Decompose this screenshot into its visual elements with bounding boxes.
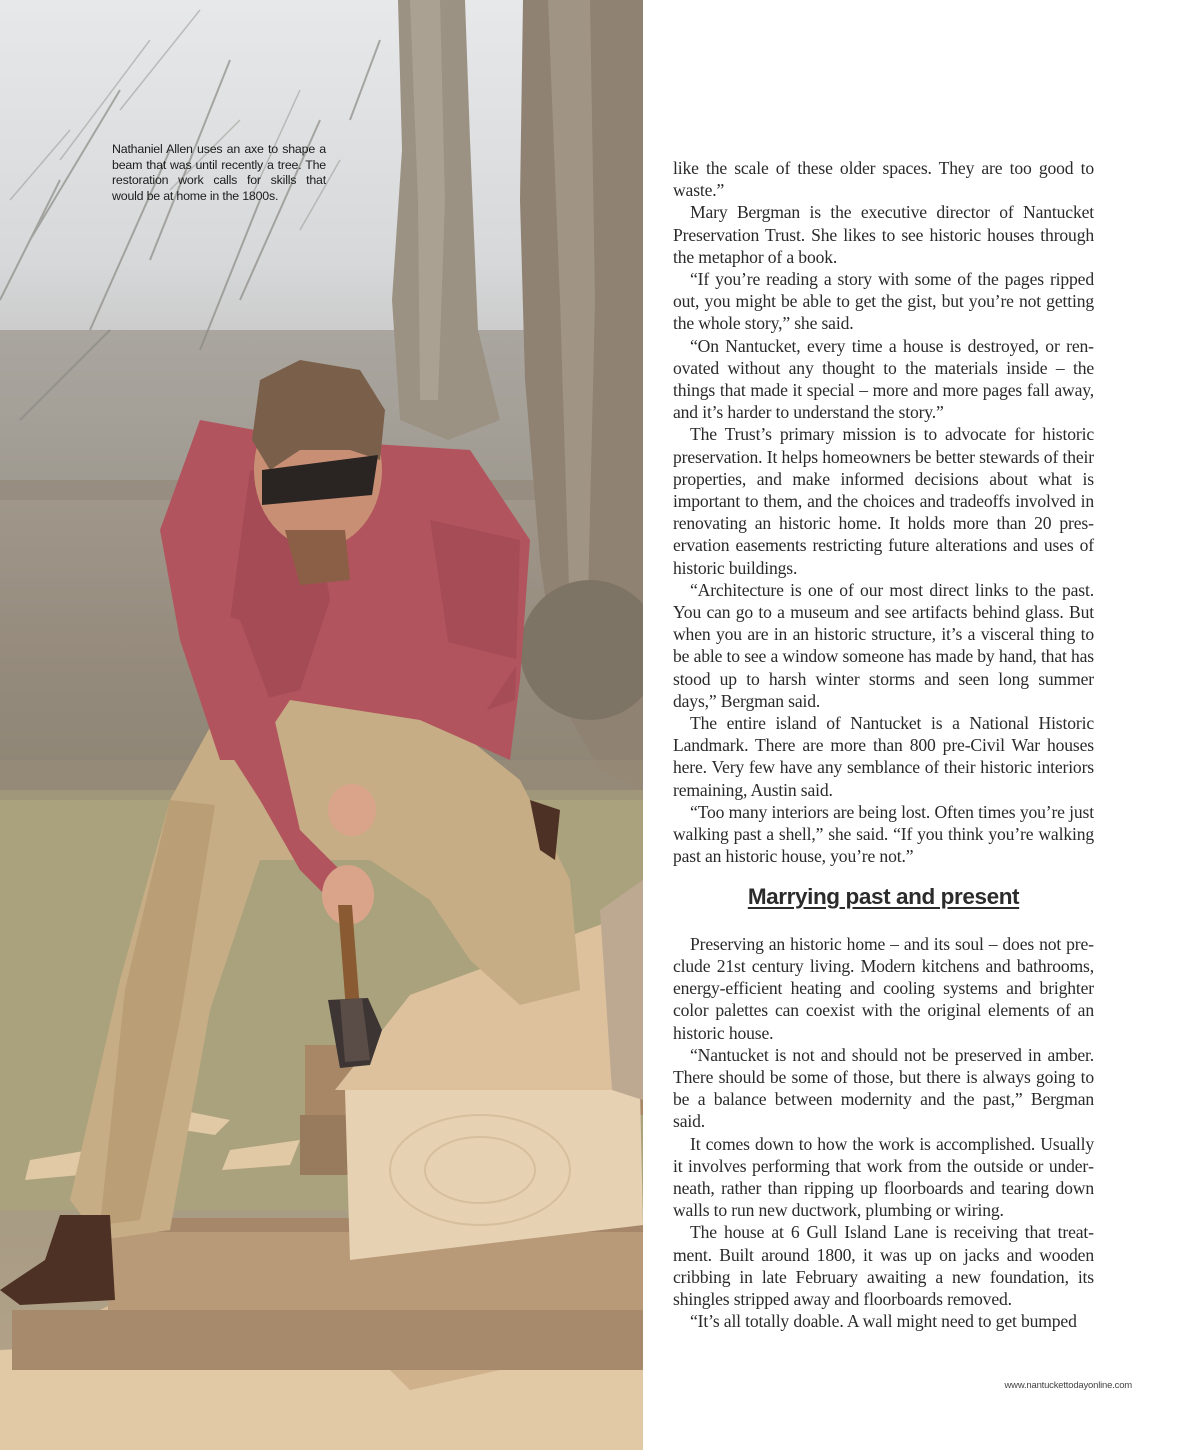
article-paragraph: “Architecture is one of our most direct links to the past. You can go to a museum and see artifacts behind glass. But when you are in an historic structure, it’s a visceral thing to be able to see a window someone has made by hand, that has stood up to harsh winter storms and seen long summer days,” Bergman said. [673,579,1094,711]
section-heading: Marrying past and present [747,883,1020,909]
article-body [673,157,1094,1332]
article-paragraph: “Nantucket is not and should not be preserved in amber. There should be some of those, but there is always going to be a balance between modernity and the past,” Bergman said. [673,1044,1094,1132]
footer-website-url: www.nantuckettodayonline.com [1004,1380,1132,1391]
article-paragraph: The house at 6 Gull Island Lane is receiving that treatment. Built around 1800, it was up on jacks and wooden cribbing in late February awaiting a new foundation, its shingles stripped away and floorboards removed. [673,1222,1094,1309]
article-paragraph: It comes down to how the work is accomplished. Usually it involves performing that work from the outside or underneath, rather than ripping up floorboards and tearing down walls to run new ductwork, plumbing or wiring. [673,1133,1094,1221]
article-paragraph: like the scale of these older spaces. They are too good to waste.” [673,158,1094,201]
article-paragraph: “Too many interiors are being lost. Often times you’re just walking past a shell,” she said. “If you think you’re walking past an historic house, you’re not.” [673,801,1094,867]
article-paragraph: “It’s all totally doable. A wall might need to get bumped [690,1311,1077,1332]
article-paragraph: “On Nantucket, every time a house is destroyed, or renovated without any thought to the materials inside – the things that made it special – more and more pages fall away, and it’s harder to understand the story.” [673,335,1094,423]
article-paragraph: The Trust’s primary mission is to advocate for historic preservation. It helps homeowners be better stewards of their properties, and make informed decisions about what is important to them, and the choices and tradeoffs involved in renovating an historic home. It holds more than 20 preservation easements restricting future alterations and uses of historic buildings. [673,424,1094,578]
article-paragraph: Mary Bergman is the executive director of Nantucket Preservation Trust. She likes to see historic houses through the metaphor of a book. [673,202,1094,267]
article-paragraph: Preserving an historic home – and its soul – does not preclude 21st century living. Modern kitchens and bathrooms, energy-efficient heating and cooling systems and brighter color palettes can coexist with the original elements of an historic house. [673,933,1094,1043]
photo-caption: Nathaniel Allen uses an axe to shape a beam that was until recently a tree. The restoration work calls for skills that would be at home in the 1800s. [112,142,326,203]
article-paragraph: The entire island of Nantucket is a National Historic Landmark. There are more than 800 pre-Civil War houses here. Very few have any semblance of their historic interiors remaining, Austin said. [673,713,1094,800]
article-paragraph: “If you’re reading a story with some of the pages ripped out, you might be able to get the gist, but you’re not getting the whole story,” she said. [673,269,1094,334]
